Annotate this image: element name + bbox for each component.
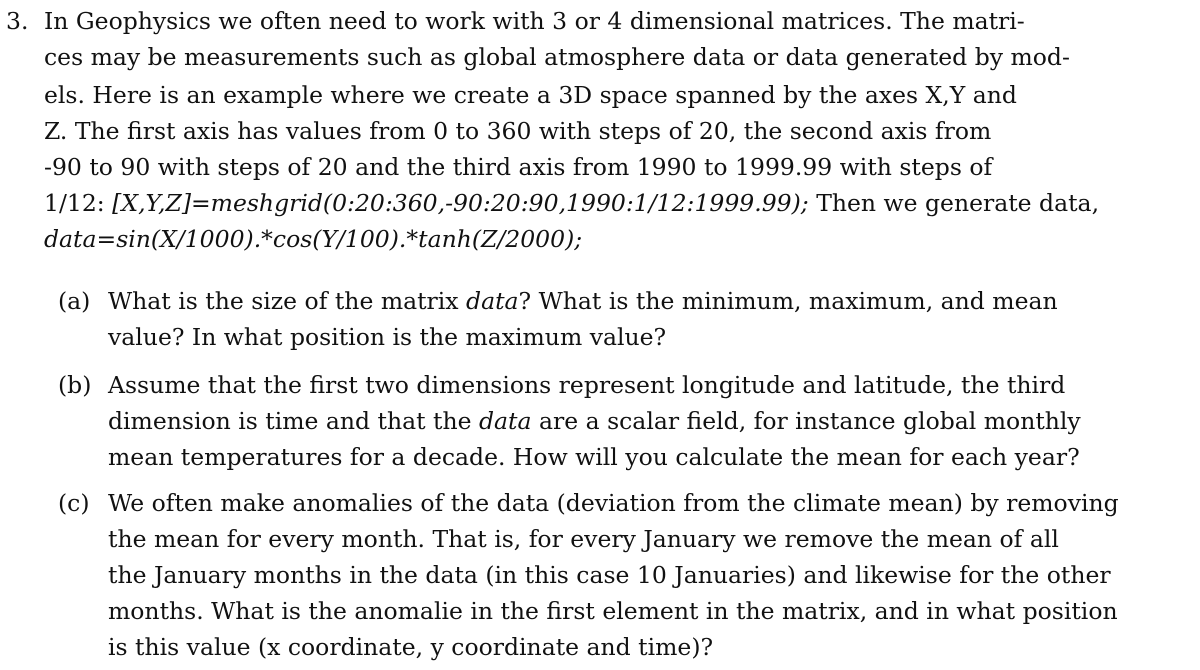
meshgrid-code: [X,Y,Z]=meshgrid(0:20:360,-90:20:90,1990:1/12:1999.99);: [112, 189, 809, 217]
intro-line-2: ces may be measurements such as global atmosphere data or data generated by mod-: [44, 43, 1070, 71]
part-b-line-1: Assume that the first two dimensions represent longitude and latitude, the third: [108, 371, 1066, 399]
part-a-line-1-prefix: What is the size of the matrix: [108, 287, 467, 315]
intro-line-1: In Geophysics we often need to work with 3 or 4 dimensional matrices. The matri-: [44, 7, 1025, 35]
part-a-label: (a): [58, 287, 91, 315]
intro-line-3: els. Here is an example where we create a 3D space spanned by the axes X,Y and: [44, 81, 1017, 109]
part-a-data-word: data: [466, 287, 519, 315]
data-formula-code: data=sin(X/1000).*cos(Y/100).*tanh(Z/2000);: [44, 225, 583, 253]
part-c-line-3: the January months in the data (in this case 10 Januaries) and likewise for the other: [108, 561, 1111, 589]
intro-line-6: [44, 188, 1099, 218]
part-b-line-3: mean temperatures for a decade. How will you calculate the mean for each year?: [108, 443, 1080, 471]
part-a-line-1: [108, 286, 1058, 316]
intro-line-6-suffix: Then we generate data,: [808, 189, 1100, 217]
intro-line-5: -90 to 90 with steps of 20 and the third axis from 1990 to 1999.99 with steps of: [44, 153, 993, 181]
part-a-line-2: value? In what position is the maximum value?: [108, 323, 667, 351]
part-b-label: (b): [58, 371, 92, 399]
part-c-line-2: the mean for every month. That is, for every January we remove the mean of all: [108, 525, 1059, 553]
part-c-label: (c): [58, 489, 90, 517]
problem-number: 3.: [6, 7, 29, 35]
part-b-line-2: [108, 406, 1081, 436]
part-c-line-5: is this value (x coordinate, y coordinate and time)?: [108, 633, 714, 661]
part-c-line-1: We often make anomalies of the data (deviation from the climate mean) by removing: [108, 489, 1119, 517]
intro-line-4: Z. The first axis has values from 0 to 360 with steps of 20, the second axis from: [44, 117, 992, 145]
part-a-line-1-suffix: ? What is the minimum, maximum, and mean: [518, 287, 1058, 315]
intro-line-6-prefix: 1/12:: [44, 189, 113, 217]
part-b-line-2-suffix: are a scalar field, for instance global monthly: [531, 407, 1081, 435]
part-b-data-word: data: [479, 407, 532, 435]
part-c-line-4: months. What is the anomalie in the first element in the matrix, and in what position: [108, 597, 1118, 625]
part-b-line-2-prefix: dimension is time and that the: [108, 407, 479, 435]
